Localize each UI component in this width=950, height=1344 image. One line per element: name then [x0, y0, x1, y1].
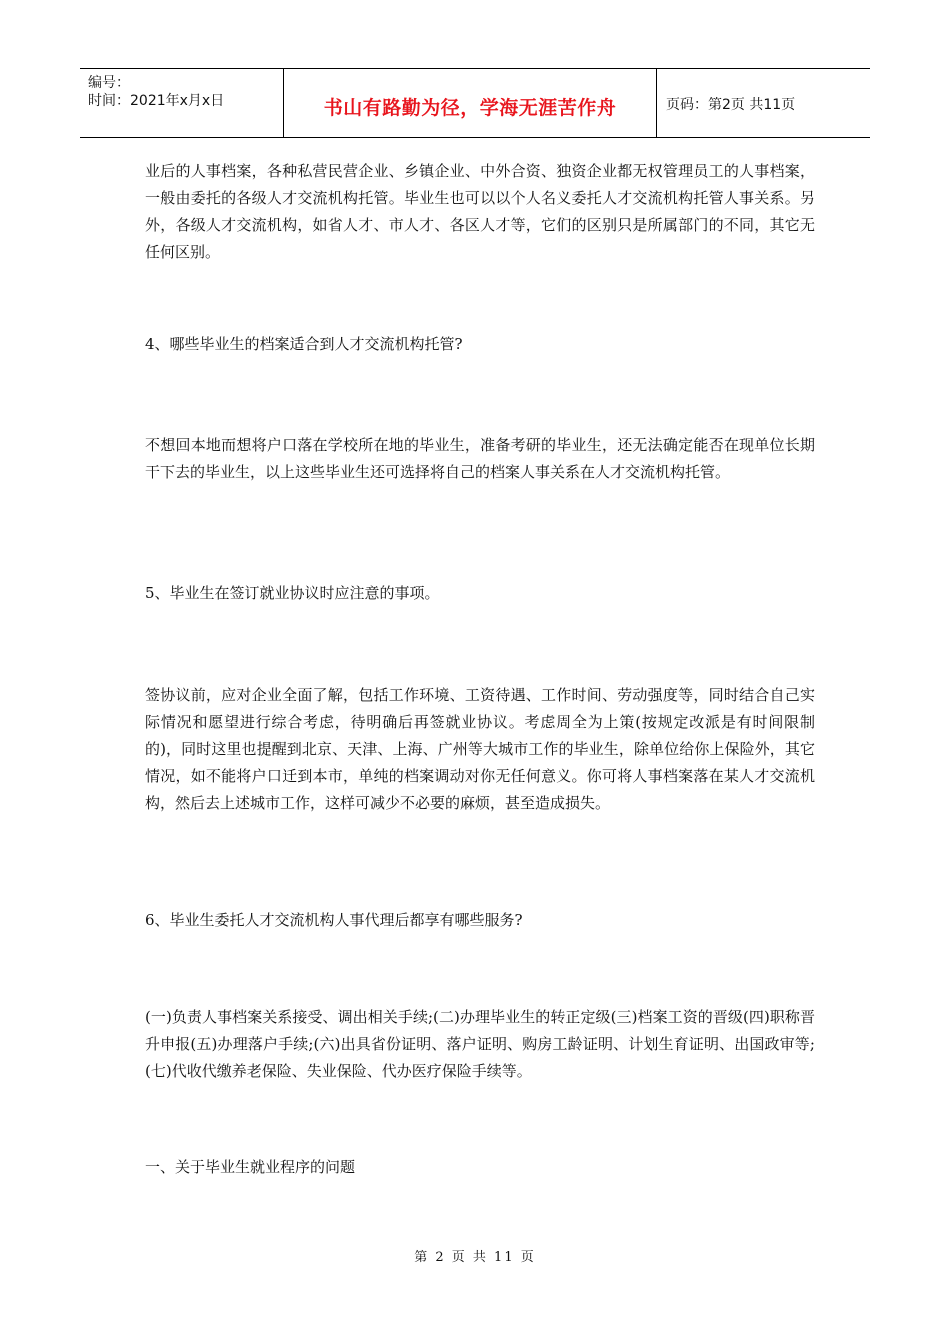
document-number-label: 编号： [88, 75, 130, 91]
paragraph-answer-6: (一)负责人事档案关系接受、调出相关手续;(二)办理毕业生的转正定级(三)档案工资的晋级(四)职称晋升申报(五)办理落户手续;(六)出具省份证明、落户证明、购房工龄证明、计划生育证明、出国政审等;(七)代收代缴养老保险、失业保险、代办医疗保险手续等。 [145, 1008, 815, 1080]
heading-question-4: 4、哪些毕业生的档案适合到人才交流机构托管? [145, 335, 463, 353]
header-page-cell [666, 69, 870, 137]
heading-question-5: 5、毕业生在签订就业协议时应注意的事项。 [145, 584, 440, 602]
paragraph-archive-management: 业后的人事档案，各种私营民营企业、乡镇企业、中外合资、独资企业都无权管理员工的人事档案，一般由委托的各级人才交流机构托管。毕业生也可以以个人名义委托人才交流机构托管人事关系。另外，各级人才交流机构，如省人才、市人才、各区人才等，它们的区别只是所属部门的不同，其它无任何区别。 [145, 162, 815, 261]
header-left-cell [80, 69, 284, 137]
paragraph-answer-4: 不想回本地而想将户口落在学校所在地的毕业生，准备考研的毕业生，还无法确定能否在现单位长期干下去的毕业生，以上这些毕业生还可选择将自己的档案人事关系在人才交流机构托管。 [145, 436, 815, 481]
heading-section-1: 一、关于毕业生就业程序的问题 [145, 1158, 356, 1176]
header-page-info: 页码：第2页 共11页 [666, 97, 796, 113]
header-table [80, 68, 870, 138]
page-footer: 第 2 页 共 11 页 [414, 1250, 536, 1265]
header-motto-cell [284, 69, 657, 137]
document-time-label: 时间：2021年x月x日 [88, 93, 225, 109]
heading-question-6: 6、毕业生委托人才交流机构人事代理后都享有哪些服务? [145, 911, 523, 929]
paragraph-answer-5: 签协议前，应对企业全面了解，包括工作环境、工资待遇、工作时间、劳动强度等，同时结合自己实际情况和愿望进行综合考虑，待明确后再签就业协议。考虑周全为上策(按规定改派是有时间限制的)，同时这里也提醒到北京、天津、上海、广州等大城市工作的毕业生，除单位给你上保险外，其它情况，如不能将户口迁到本市，单纯的档案调动对你无任何意义。你可将人事档案落在某人才交流机构，然后去上述城市工作，这样可减少不必要的麻烦，甚至造成损失。 [145, 686, 815, 812]
header-motto: 书山有路勤为径，学海无涯苦作舟 [323, 97, 617, 119]
